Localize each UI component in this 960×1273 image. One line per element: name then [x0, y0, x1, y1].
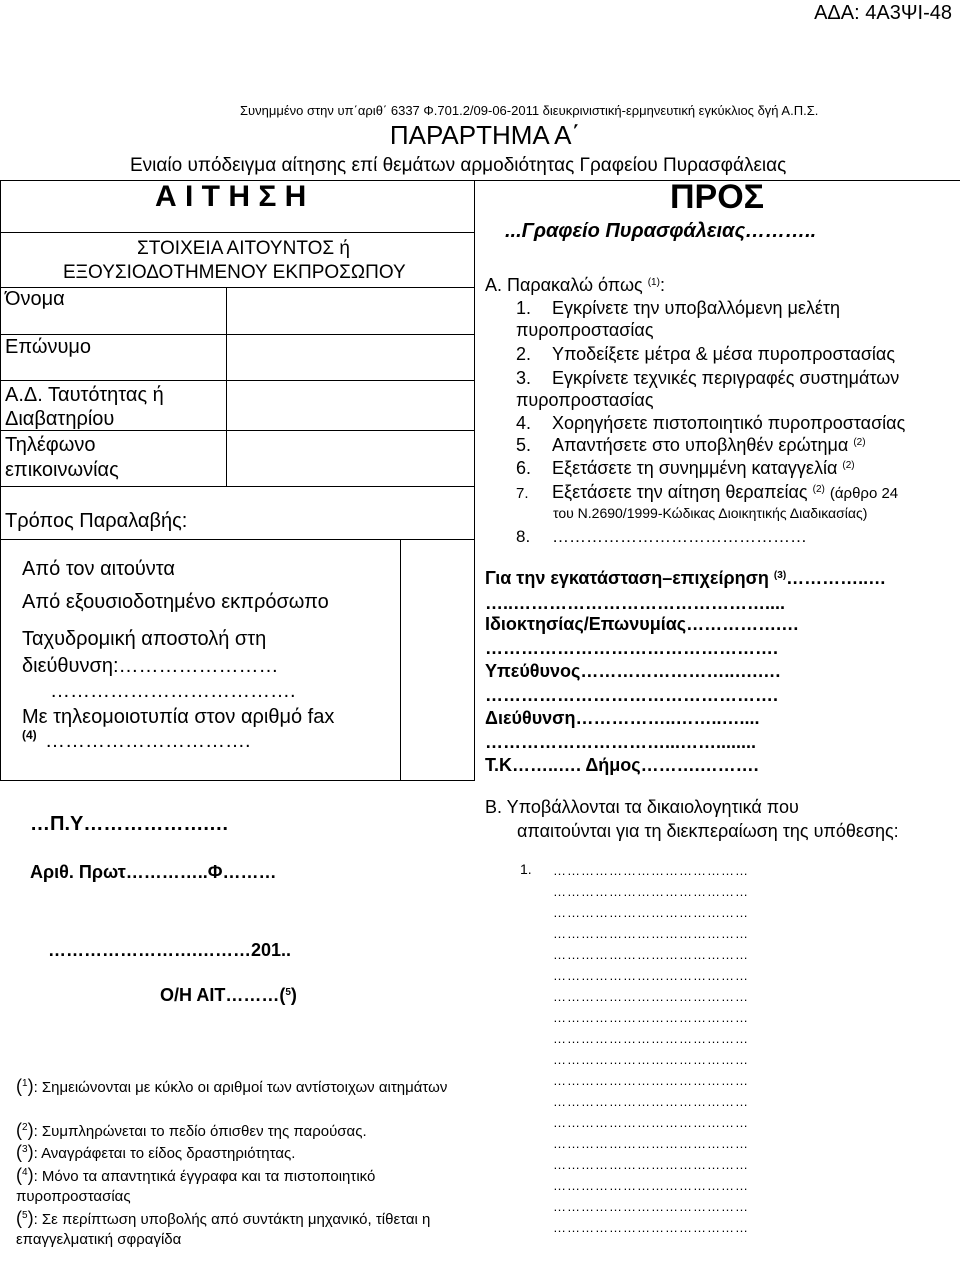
- documents-line: ……………………………………: [553, 1157, 749, 1172]
- documents-heading-1: Β. Υποβάλλονται τα δικαιολογητικά που: [485, 797, 799, 817]
- footnote-2: ($^2$): Συμπληρώνεται το πεδίο όπισθεν της παρούσας.: [16, 1120, 367, 1140]
- label-name: Όνομα: [5, 288, 65, 310]
- application-title: Α Ι Τ Η Σ Η: [155, 180, 307, 213]
- request-num: 8.: [516, 527, 531, 546]
- signature-line: [160, 985, 297, 1006]
- facility-responsible: Υπεύθυνος……………………..….….: [485, 661, 781, 681]
- request-note: (2): [812, 484, 825, 495]
- documents-line: ……………………………………: [553, 1031, 749, 1046]
- date-line: …………………….………201..: [48, 940, 292, 960]
- annex-subtitle: Ενιαίο υπόδειγμα αίτησης επί θεμάτων αρμοδιότητας Γραφείου Πυρασφάλειας: [130, 155, 787, 176]
- ada-code: ΑΔΑ: 4Α3ΨΙ-48: [814, 2, 952, 24]
- left-sep-3: [0, 334, 475, 335]
- footnote-text: : Σημειώνονται με κύκλο οι αριθμοί των αντίστοιχων αιτημάτων: [33, 1079, 448, 1096]
- delivery-representative: Από εξουσιοδοτημένο εκπρόσωπο: [22, 591, 329, 613]
- request-num: 4.: [516, 413, 532, 433]
- label-delivery: Τρόπος Παραλαβής:: [5, 510, 188, 532]
- footnote-num: 5: [22, 1210, 28, 1221]
- label-id: Α.Δ. Ταυτότητας ή: [5, 384, 164, 406]
- facility-line-6: ………………………………………….: [485, 685, 779, 705]
- request-item-7: [516, 482, 898, 503]
- delivery-fax: Με τηλεομοιοτυπία στον αριθμό fax: [22, 706, 335, 728]
- request-intro-note: (1): [647, 277, 660, 288]
- signature-end: ): [290, 985, 297, 1005]
- protocol-line: Αριθ. Πρωτ…………..Φ………: [30, 862, 277, 882]
- delivery-post-3: ……………………………….: [50, 680, 296, 702]
- annex-title: ΠΑΡΑΡΤΗΜΑ Α΄: [389, 120, 581, 150]
- documents-line: ……………………………………: [553, 989, 749, 1004]
- request-text: ………………………………………: [552, 527, 807, 546]
- documents-lines: [553, 860, 749, 1238]
- request-item-5: [516, 435, 866, 456]
- request-item-1: [516, 297, 916, 341]
- documents-line: ……………………………………: [553, 1136, 749, 1151]
- documents-line: ……………………………………: [553, 1052, 749, 1067]
- request-text: Απαντήσετε στο υποβληθέν ερώτημα: [552, 435, 849, 455]
- request-text: Εξετάσετε την αίτηση θεραπείας: [552, 482, 808, 502]
- facility-label: Για την εγκατάσταση–επιχείρηση: [485, 568, 769, 588]
- request-num: 2.: [516, 344, 532, 364]
- request-intro: [485, 275, 665, 296]
- footnote-3: ($^3$): Αναγράφεται το είδος δραστηριότητας.: [16, 1142, 296, 1162]
- office-name: ...Γραφείο Πυρασφάλειας………..: [505, 220, 817, 242]
- documents-line: ……………………………………: [553, 905, 749, 920]
- request-intro-end: :: [659, 275, 665, 295]
- request-num: 5.: [516, 435, 532, 455]
- facility-line-8: …………………………...……........: [485, 732, 757, 752]
- request-text: Εγκρίνετε τεχνικές περιγραφές συστημάτων πυροπροστασίας: [516, 368, 900, 410]
- facility-note: (3): [773, 570, 787, 581]
- left-sep-7: [0, 539, 475, 540]
- frame-mid: [474, 180, 475, 780]
- documents-line: ……………………………………: [553, 884, 749, 899]
- request-extra: (άρθρο 24: [829, 485, 899, 502]
- label-id-2: Διαβατηρίου: [5, 408, 115, 430]
- request-text: Εγκρίνετε την υποβαλλόμενη μελέτη πυροπροστασίας: [516, 298, 840, 340]
- signature-note: 5: [285, 987, 291, 998]
- footnote-num: 1: [22, 1078, 28, 1089]
- delivery-fax-2: ………………………….: [45, 730, 251, 752]
- frame-left: [0, 180, 1, 780]
- left-sep-4: [0, 380, 475, 381]
- py-line: …Π.Υ……………….…: [30, 813, 229, 835]
- request-item-6: [516, 458, 855, 479]
- left-sep-2: [0, 287, 475, 288]
- facility-address: Διεύθυνση……………..……..…....: [485, 708, 760, 728]
- delivery-post: Ταχυδρομική αποστολή στη: [22, 628, 267, 650]
- footnote-text: : Συμπληρώνεται το πεδίο όπισθεν της παρούσας.: [33, 1123, 367, 1140]
- documents-line: ……………………………………: [553, 968, 749, 983]
- request-item-2: [516, 344, 895, 365]
- footnote-5: ($^5$): Σε περίπτωση υποβολής από συντάκτη μηχανικό, τίθεται η επαγγελματική σφραγίδα: [16, 1208, 431, 1248]
- footnote-4: ($^4$): Μόνο τα απαντητικά έγγραφα και τα πιστοποιητικό πυροπροστασίας: [16, 1165, 376, 1205]
- documents-heading-2: απαιτούνται για τη διεκπεραίωση της υπόθεσης:: [517, 821, 899, 841]
- request-note: (2): [853, 437, 866, 448]
- facility-line-2: …..……………………………………....: [485, 593, 786, 613]
- footnote-num: 4: [22, 1167, 28, 1178]
- label-surname: Επώνυμο: [5, 336, 92, 358]
- footnote-text: : Μόνο τα απαντητικά έγγραφα και τα πιστοποιητικό πυροπροστασίας: [16, 1168, 376, 1205]
- label-phone: Τηλέφωνο: [5, 434, 96, 456]
- facility-line-4: ………………………………………….: [485, 638, 779, 658]
- left-sep-6: [0, 486, 475, 487]
- section-heading-1: ΣΤΟΙΧΕΙΑ ΑΙΤΟΥΝΤΟΣ ή: [137, 238, 350, 259]
- documents-line: ……………………………………: [553, 863, 749, 878]
- facility-dots: …………..…: [786, 568, 887, 588]
- documents-line: ……………………………………: [553, 947, 749, 962]
- footnote-1: ($^1$): Σημειώνονται με κύκλο οι αριθμοί των αντίστοιχων αιτημάτων: [16, 1076, 448, 1096]
- request-item-7-extra: του Ν.2690/1999-Κώδικας Διοικητικής Διαδικασίας): [553, 505, 868, 521]
- documents-line: ……………………………………: [553, 926, 749, 941]
- request-item-3: [516, 367, 936, 411]
- documents-line: ……………………………………: [553, 1178, 749, 1193]
- footnote-num: 3: [22, 1144, 28, 1155]
- request-text: Εξετάσετε τη συνημμένη καταγγελία: [552, 458, 838, 478]
- to-title: ΠΡΟΣ: [670, 178, 765, 216]
- documents-num: 1.: [520, 861, 532, 877]
- section-heading-2: ΕΞΟΥΣΙΟΔΟΤΗΜΕΝΟΥ ΕΚΠΡΟΣΩΠΟΥ: [63, 262, 406, 283]
- request-text: Υποδείξετε μέτρα & μέσα πυροπροστασίας: [552, 344, 896, 364]
- documents-line: ……………………………………: [553, 1010, 749, 1025]
- delivery-applicant: Από τον αιτούντα: [22, 558, 175, 580]
- label-phone-2: επικοινωνίας: [5, 459, 119, 481]
- request-num: 7.: [516, 485, 529, 502]
- frame-bottom: [0, 780, 475, 781]
- facility-owner: Ιδιοκτησίας/Επωνυμίας…………….…: [485, 614, 800, 634]
- frame-top: [0, 180, 960, 181]
- footnote-text: : Αναγράφεται το είδος δραστηριότητας.: [33, 1145, 296, 1162]
- documents-line: ……………………………………: [553, 1073, 749, 1088]
- request-num: 6.: [516, 458, 532, 478]
- delivery-post-2: διεύθυνση:……………………: [22, 655, 279, 677]
- delivery-fax-note: (4): [22, 728, 37, 742]
- field-divider: [226, 287, 227, 486]
- signature-text: Ο/Η ΑΙΤ………(: [160, 985, 286, 1005]
- footnote-num: 2: [22, 1122, 28, 1133]
- facility-postcode: Τ.Κ……..…. Δήμος……….……….: [485, 755, 759, 775]
- footnote-text: : Σε περίπτωση υποβολής από συντάκτη μηχανικό, τίθεται η επαγγελματική σφραγίδα: [16, 1211, 431, 1248]
- documents-line: ……………………………………: [553, 1220, 749, 1235]
- request-text: Χορηγήσετε πιστοποιητικό πυροπροστασίας: [552, 413, 906, 433]
- request-num: 3.: [516, 368, 532, 388]
- left-sep-1: [0, 232, 475, 233]
- documents-line: ……………………………………: [553, 1094, 749, 1109]
- request-item-8: [516, 527, 807, 547]
- documents-line: ……………………………………: [553, 1199, 749, 1214]
- attached-note: Συνημμένο στην υπ΄αριθ΄ 6337 Φ.701.2/09-06-2011 διευκρινιστική-ερμηνευτική εγκύκλιος δγή Α.Π.Σ.: [240, 103, 819, 118]
- request-item-4: [516, 413, 905, 434]
- request-intro-text: Α. Παρακαλώ όπως: [485, 275, 643, 295]
- facility-line-1: [485, 568, 886, 589]
- request-num: 1.: [516, 298, 532, 318]
- documents-line: ……………………………………: [553, 1115, 749, 1130]
- request-note: (2): [842, 460, 855, 471]
- checkbox-col: [400, 539, 401, 780]
